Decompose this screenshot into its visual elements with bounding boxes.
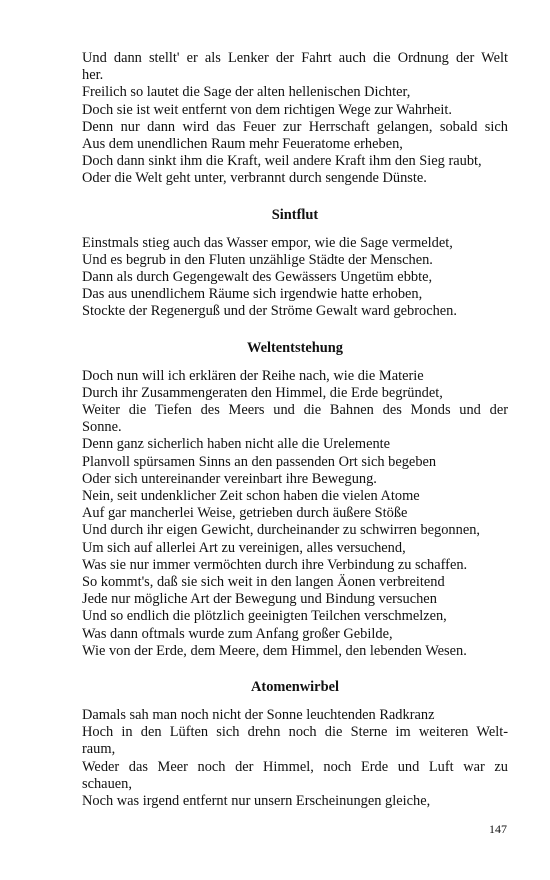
verse-line: her. <box>82 67 104 84</box>
verse-line: Und durch ihr eigen Gewicht, durcheinander zu schwirren begonnen, <box>82 522 480 539</box>
verse-line: Doch dann sinkt ihm die Kraft, weil andere Kraft ihm den Sieg raubt, <box>82 153 482 170</box>
verse-line: Oder sich untereinander vereinbart ihre Bewegung. <box>82 470 377 487</box>
verse-line: Aus dem unendlichen Raum mehr Feueratome erheben, <box>82 135 403 152</box>
verse-line: Planvoll spürsamen Sinns an den passenden Ort sich begeben <box>82 453 437 470</box>
section <box>82 679 508 810</box>
verse-line: Noch was irgend entfernt nur unsern Erscheinungen gleiche, <box>82 793 431 810</box>
verse-line: Weiter die Tiefen des Meers und die Bahnen des Monds und der <box>82 402 508 419</box>
verse-line: Wie von der Erde, dem Meere, dem Himmel, den lebenden Wesen. <box>82 642 467 659</box>
verse-line: Freilich so lautet die Sage der alten hellenischen Dichter, <box>82 84 411 101</box>
section-heading: Sintflut <box>271 206 319 223</box>
verse-line: Um sich auf allerlei Art zu vereinigen, alles versuchend, <box>82 539 406 556</box>
verse-line: Auf gar mancherlei Weise, getrieben durch äußere Stöße <box>82 505 408 522</box>
verse-line: Durch ihr Zusammengeraten den Himmel, die Erde begründet, <box>82 384 443 401</box>
verse-line: Denn ganz sicherlich haben nicht alle die Urelemente <box>82 436 391 453</box>
verse-line: raum, <box>82 741 116 758</box>
verse-line: Und dann stellt' er als Lenker der Fahrt auch die Ordnung der Welt <box>82 50 508 66</box>
verse-line: Das aus unendlichem Räume sich irgendwie hatte erhoben, <box>82 286 423 303</box>
verse-line: Was dann oftmals wurde zum Anfang großer Gebilde, <box>82 625 393 642</box>
verse-line: Denn nur dann wird das Feuer zur Herrschaft gelangen, sobald sich <box>82 118 508 135</box>
verse-line: Und so endlich die plötzlich geeinigten Teilchen verschmelzen, <box>82 608 447 625</box>
section <box>82 50 508 188</box>
verse-line: Hoch in den Lüften sich drehn noch die Sterne im weiteren Welt- <box>82 724 508 741</box>
verse-line: Weder das Meer noch der Himmel, noch Erde und Luft war zu <box>82 758 508 775</box>
verse-line: Doch sie ist weit entfernt von dem richtigen Wege zur Wahrheit. <box>82 101 452 118</box>
text-column <box>82 50 508 810</box>
verse-line: Sonne. <box>82 419 122 436</box>
verse-line: Einstmals stieg auch das Wasser empor, wie die Sage vermeldet, <box>82 234 453 251</box>
verse-line: So kommt's, daß sie sich weit in den langen Äonen verbreitend <box>82 574 445 591</box>
section <box>82 340 508 660</box>
verse-line: Und es begrub in den Fluten unzählige Städte der Menschen. <box>82 251 433 268</box>
verse-line: Jede nur mögliche Art der Bewegung und Bindung versuchen <box>82 591 437 608</box>
verse-line: Oder die Welt geht unter, verbrannt durch sengende Dünste. <box>82 170 427 187</box>
verse-line: Doch nun will ich erklären der Reihe nach, wie die Materie <box>82 367 424 384</box>
verse-line: Dann als durch Gegengewalt des Gewässers Ungetüm ebbte, <box>82 269 433 285</box>
section-heading: Atomenwirbel <box>251 679 339 696</box>
section <box>82 207 508 321</box>
page-number: 147 <box>489 822 507 836</box>
verse-line: Stockte der Regenerguß und der Ströme Gewalt ward gebrochen. <box>82 303 457 320</box>
verse-line: schauen, <box>82 775 132 792</box>
verse-line: Nein, seit undenklicher Zeit schon haben die vielen Atome <box>82 488 420 505</box>
section-heading: Weltentstehung <box>247 339 343 356</box>
verse-line: Was sie nur immer vermöchten durch ihre Verbindung zu schaffen. <box>82 556 468 573</box>
verse-line: Damals sah man noch nicht der Sonne leuchtenden Radkranz <box>82 707 435 724</box>
